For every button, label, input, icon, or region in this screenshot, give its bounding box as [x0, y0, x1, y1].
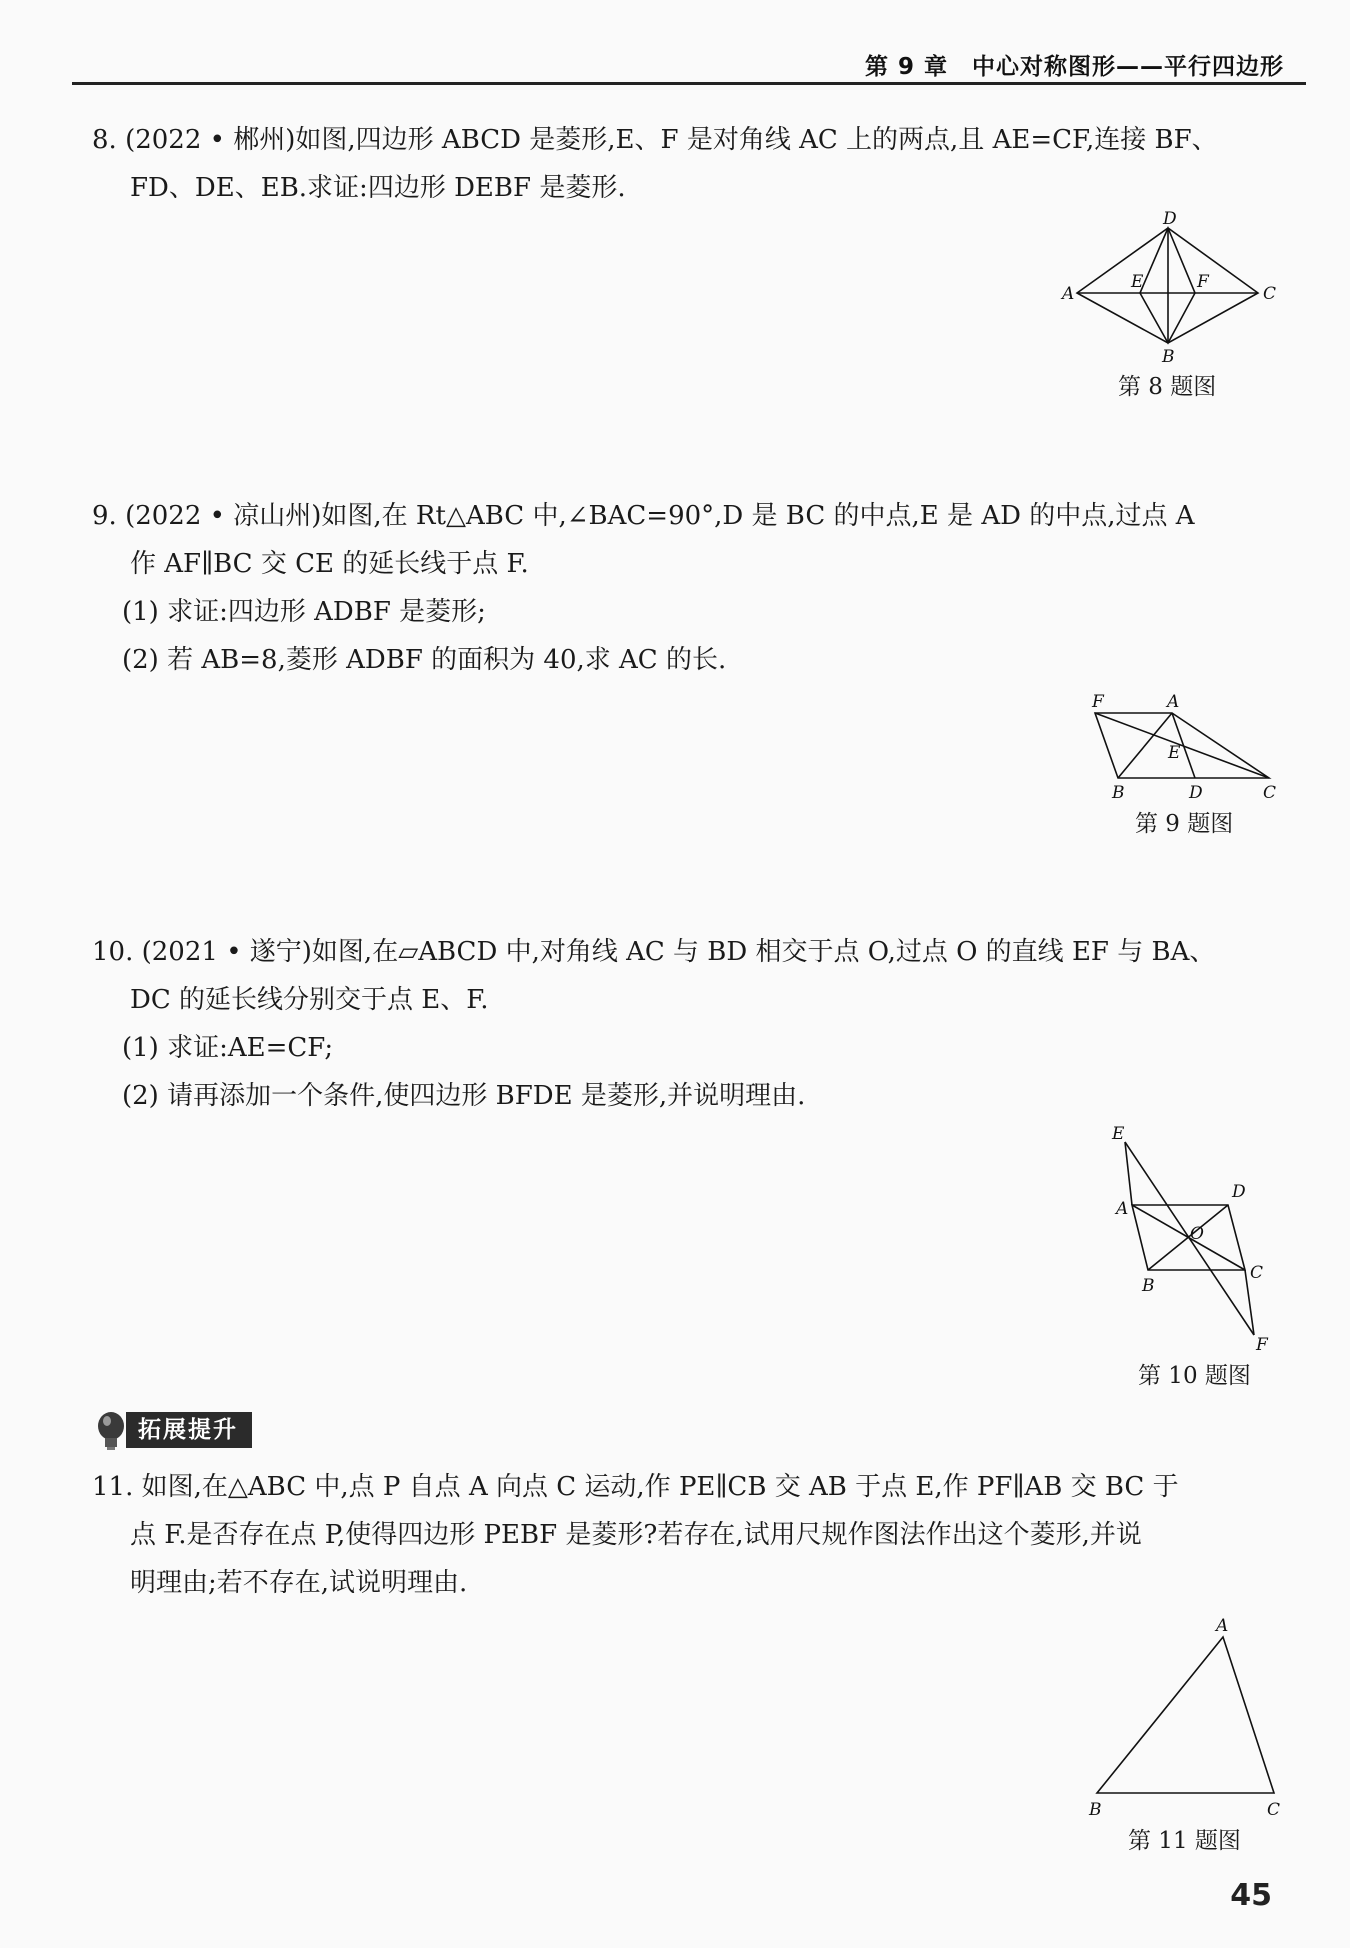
segment-fc [1095, 713, 1269, 778]
section-tag-label: 拓展提升 [126, 1412, 252, 1448]
triangle-abc [1097, 1637, 1274, 1793]
fig9-label-f: F [1092, 692, 1104, 712]
problem-8-line-2: FD、DE、EB.求证:四边形 DEBF 是菱形. [130, 173, 626, 203]
fig9-label-c: C [1263, 783, 1277, 803]
problem-11-line-2: 点 F.是否存在点 P,使得四边形 PEBF 是菱形?若存在,试用尺规作图法作出这个菱形,并说 [130, 1520, 1142, 1550]
fig10-label-c: C [1250, 1263, 1264, 1283]
fig8-label-d: D [1163, 209, 1177, 229]
segment-ab [1118, 713, 1172, 778]
problem-8-line-1: 8. (2022 • 郴州)如图,四边形 ABCD 是菱形,E、F 是对角线 AC 上的两点,且 AE=CF,连接 BF、 [92, 125, 1218, 155]
fig8-label-f: F [1197, 272, 1209, 292]
problem-10-part-1: (1) 求证:AE=CF; [122, 1033, 334, 1063]
figure-8 [1060, 209, 1290, 367]
fig10-label-a: A [1116, 1199, 1129, 1219]
figure-10 [1100, 1125, 1290, 1355]
figure-8-caption: 第 8 题图 [1118, 374, 1217, 400]
problem-11 [92, 1463, 1282, 1607]
problem-9-line-1: 9. (2022 • 凉山州)如图,在 Rt△ABC 中,∠BAC=90°,D 是 BC 的中点,E 是 AD 的中点,过点 A [92, 501, 1195, 531]
problem-11-line-3: 明理由;若不存在,试说明理由. [130, 1568, 468, 1598]
problem-9-part-2: (2) 若 AB=8,菱形 ADBF 的面积为 40,求 AC 的长. [122, 645, 727, 675]
page-number: 45 [1230, 1878, 1272, 1913]
fig10-label-o: O [1190, 1224, 1204, 1244]
problem-11-line-1: 11. 如图,在△ABC 中,点 P 自点 A 向点 C 运动,作 PE∥CB 交 AB 于点 E,作 PF∥AB 交 BC 于 [92, 1472, 1179, 1502]
problem-10-line-2: DC 的延长线分别交于点 E、F. [130, 985, 489, 1015]
section-tag-extension [96, 1410, 256, 1452]
fig11-label-c: C [1267, 1800, 1281, 1820]
fig9-label-e: E [1168, 743, 1181, 763]
header-rule [72, 82, 1306, 85]
fig9-label-b: B [1112, 783, 1125, 803]
fig10-label-b: B [1142, 1276, 1155, 1296]
chapter-title: 第 9 章 中心对称图形——平行四边形 [864, 54, 1284, 80]
problem-9-part-1: (1) 求证:四边形 ADBF 是菱形; [122, 597, 486, 627]
problem-10-line-1: 10. (2021 • 遂宁)如图,在▱ABCD 中,对角线 AC 与 BD 相交于点 O,过点 O 的直线 EF 与 BA、 [92, 937, 1216, 967]
figure-9-caption: 第 9 题图 [1135, 811, 1234, 837]
problem-8 [92, 116, 1282, 212]
fig8-label-e: E [1131, 272, 1144, 292]
fig10-label-f: F [1256, 1335, 1268, 1355]
fig11-label-a: A [1216, 1616, 1229, 1636]
fig10-label-d: D [1232, 1182, 1246, 1202]
fig8-label-c: C [1263, 284, 1277, 304]
problem-9 [92, 492, 1282, 684]
figure-9 [1085, 690, 1285, 805]
figure-11 [1085, 1615, 1285, 1825]
fig8-label-b: B [1162, 347, 1175, 367]
figure-11-caption: 第 11 题图 [1128, 1828, 1241, 1854]
fig9-label-a: A [1167, 692, 1180, 712]
fig11-label-b: B [1089, 1800, 1102, 1820]
problem-10-part-2: (2) 请再添加一个条件,使四边形 BFDE 是菱形,并说明理由. [122, 1081, 806, 1111]
lightbulb-icon [96, 1410, 130, 1452]
figure-10-caption: 第 10 题图 [1138, 1363, 1251, 1389]
fig9-label-d: D [1189, 783, 1203, 803]
problem-10 [92, 928, 1282, 1120]
fig8-label-a: A [1062, 284, 1075, 304]
problem-9-line-2: 作 AF∥BC 交 CE 的延长线于点 F. [130, 549, 529, 579]
fig10-label-e: E [1112, 1124, 1125, 1144]
